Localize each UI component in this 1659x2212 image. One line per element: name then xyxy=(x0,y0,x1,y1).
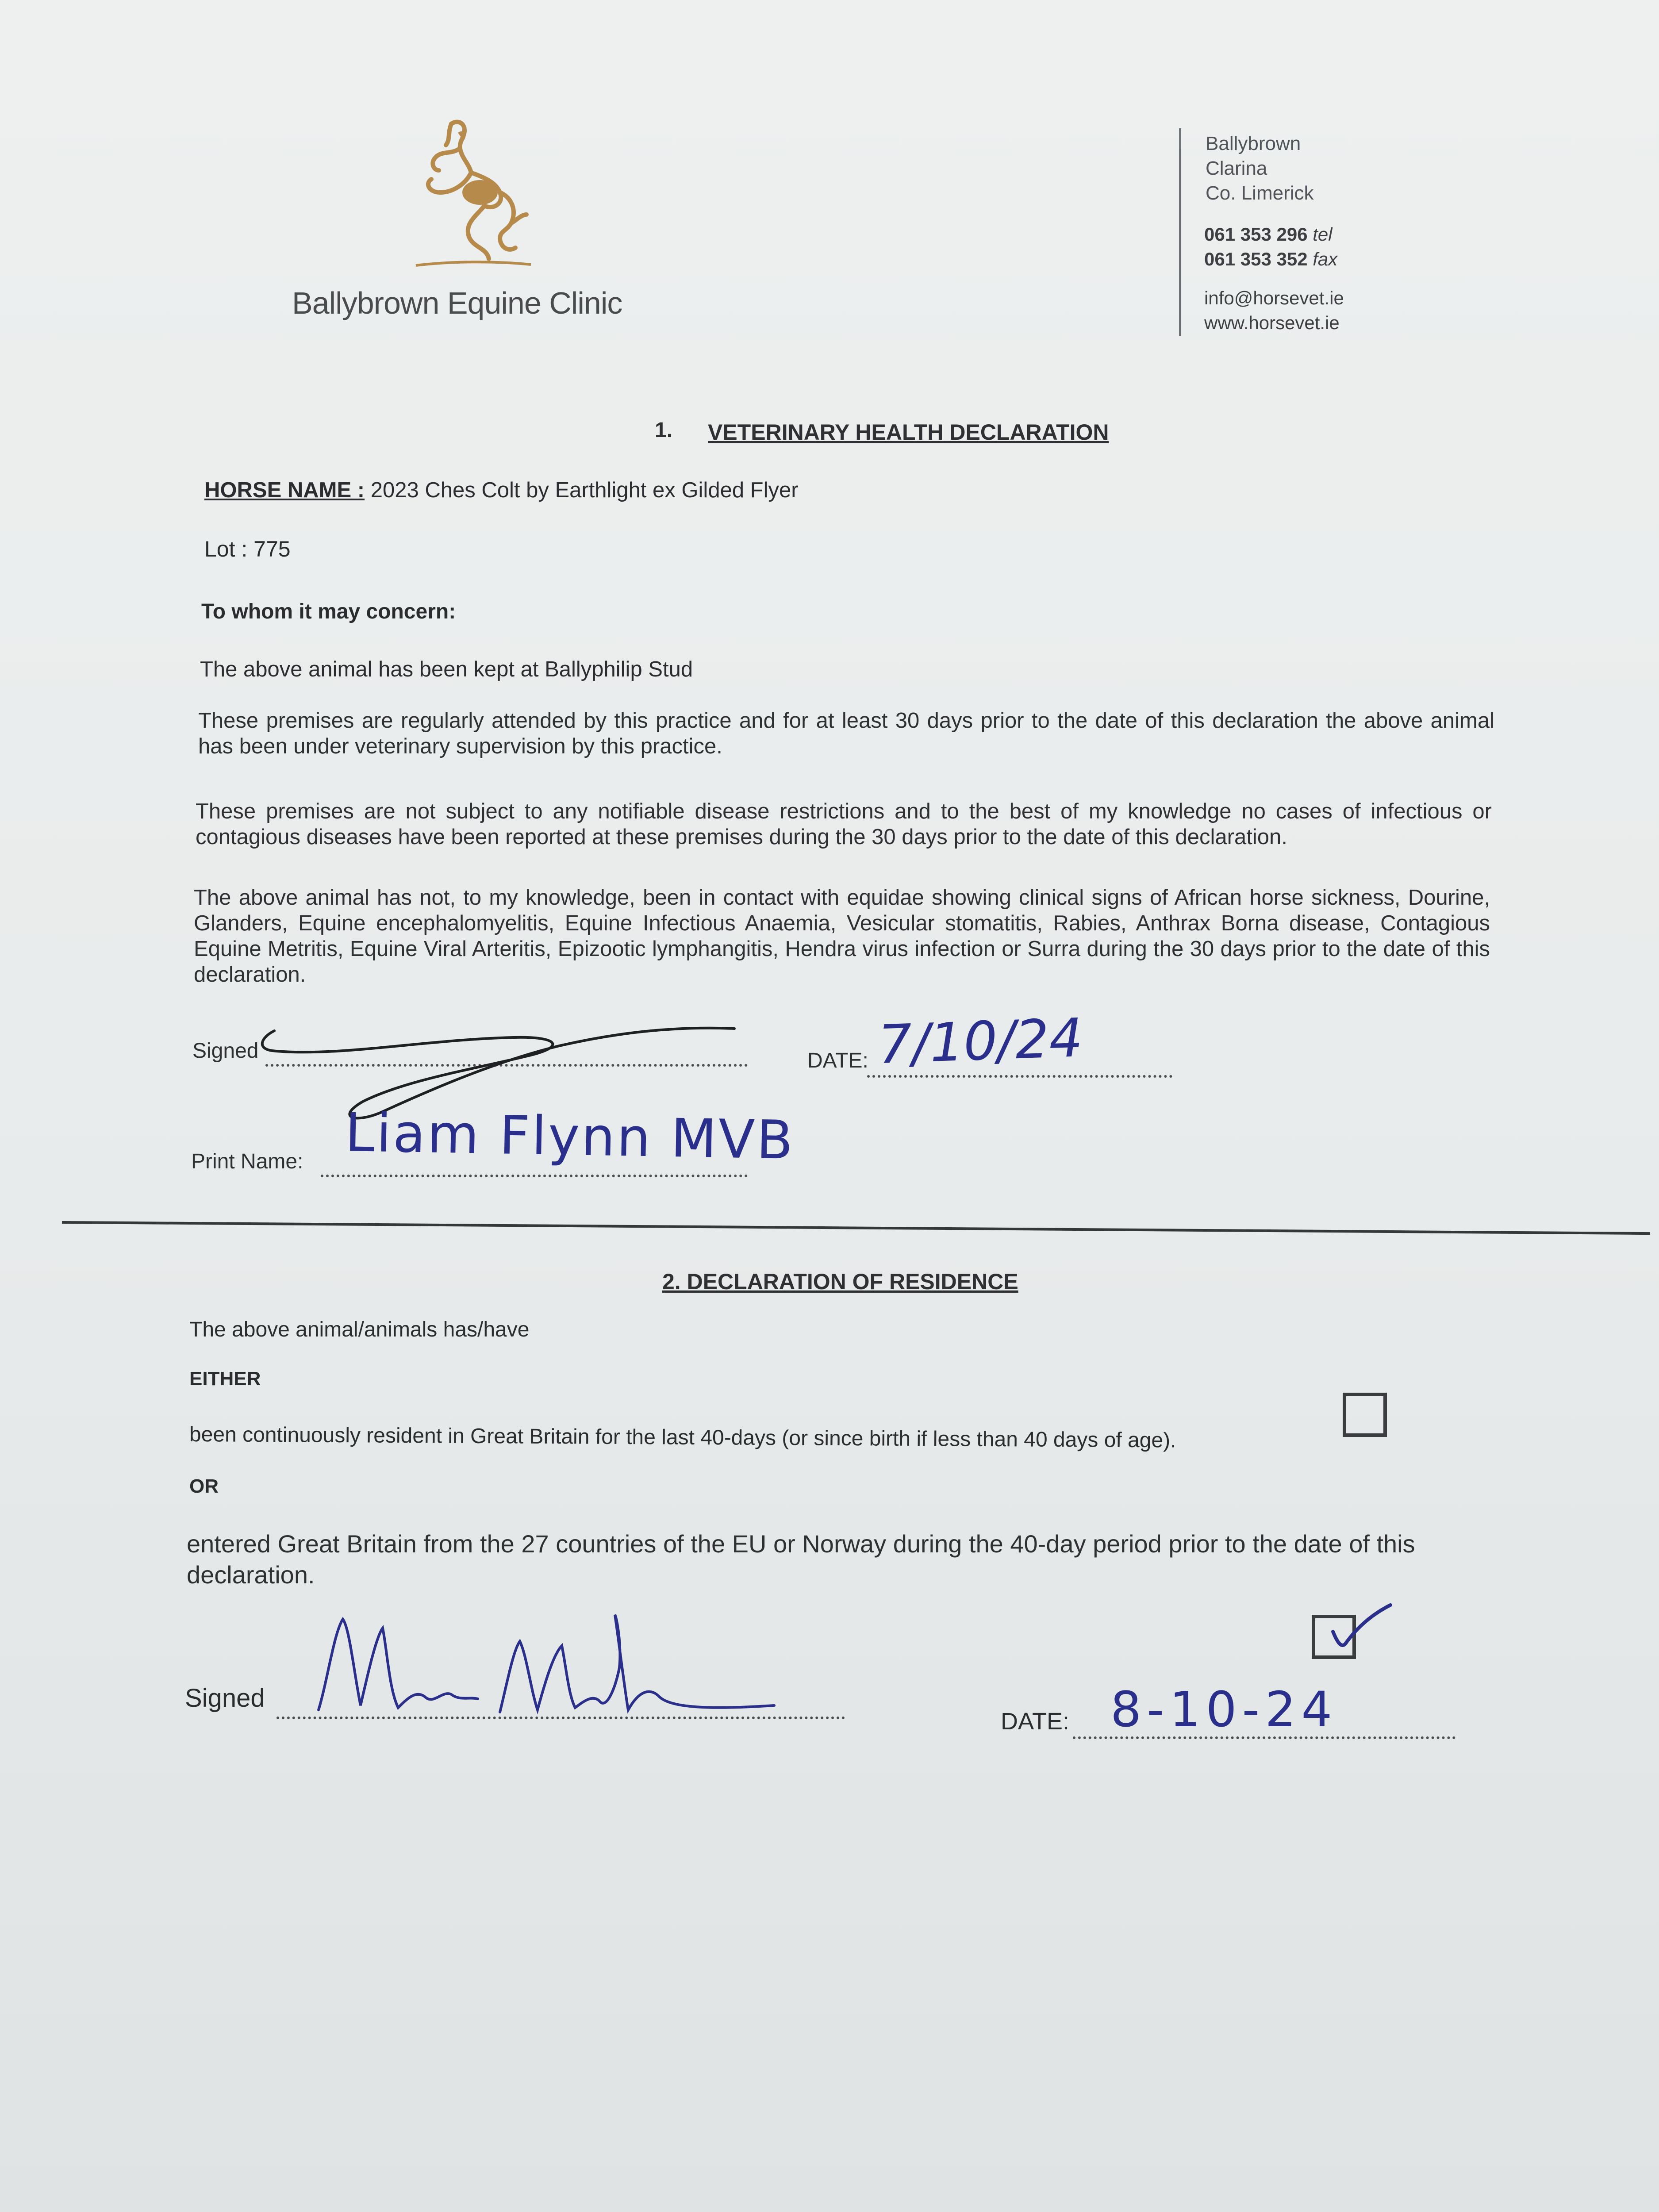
section-1-number: 1. xyxy=(655,419,673,442)
either-label: EITHER xyxy=(189,1368,261,1390)
owner-date-label: DATE: xyxy=(1001,1708,1070,1735)
owner-signed-label: Signed xyxy=(185,1684,265,1713)
print-name-label: Print Name: xyxy=(191,1150,303,1173)
clinic-name: Ballybrown Equine Clinic xyxy=(292,286,622,320)
section-1-title: VETERINARY HEALTH DECLARATION xyxy=(708,420,1109,445)
email: info@horsevet.ie xyxy=(1204,288,1344,308)
horse-name-value: 2023 Ches Colt by Earthlight ex Gilded Flyer xyxy=(370,478,799,502)
rearing-horse-logo-icon xyxy=(398,115,540,274)
tel-label: tel xyxy=(1313,224,1333,245)
tel-number: 061 353 296 xyxy=(1204,224,1308,245)
section-2-title: 2. DECLARATION OF RESIDENCE xyxy=(662,1269,1018,1294)
address-line-1: Ballybrown xyxy=(1206,133,1301,154)
lot-number: Lot : 775 xyxy=(204,537,291,561)
paragraph-no-restrictions: These premises are not subject to any notifiable disease restrictions and to the best of my knowledge no cases of infectious or contagious diseases have been reported at these premises during the 30 days prior to the date of this declaration. xyxy=(196,799,1492,849)
address-line-2: Clarina xyxy=(1206,157,1267,179)
checkmark-icon xyxy=(1320,1601,1408,1667)
website: www.horsevet.ie xyxy=(1204,312,1340,333)
salutation: To whom it may concern: xyxy=(201,600,456,623)
vet-date-value: 7/10/24 xyxy=(877,1007,1084,1076)
paragraph-no-contact: The above animal has not, to my knowledge, been in contact with equidae showing clinical signs of African horse sickness, Dourine, Glanders, Equine encephalomyelitis, Equine Infectious Anaemia, Vesicular stomatitis, Rabies, Anthrax Borna disease, Contagious Equine Metritis, Equine Viral Arteritis, Epizootic lymphangitis, Hendra virus infection or Surra during the 30 days prior to the date of this declaration. xyxy=(194,886,1490,987)
vet-date-line xyxy=(867,1075,1172,1078)
header-divider xyxy=(1179,128,1181,336)
checkbox-icon[interactable] xyxy=(1343,1393,1387,1437)
paragraph-kept-at: The above animal has been kept at Ballyphilip Stud xyxy=(200,657,693,681)
fax-label: fax xyxy=(1313,249,1338,269)
paragraph-supervision: These premises are regularly attended by this practice and for at least 30 days prior to the date of this declaration the above animal has been under veterinary supervision by this practice. xyxy=(198,709,1494,758)
print-name-line xyxy=(321,1175,748,1177)
option-1-text: been continuously resident in Great Britain for the last 40-days (or since birth if less than 40 days of age). xyxy=(189,1423,1176,1452)
vet-date-label: DATE: xyxy=(807,1049,868,1072)
phone-line xyxy=(1204,224,1333,245)
fax-number: 061 353 352 xyxy=(1204,249,1308,269)
horse-name-row xyxy=(204,478,799,503)
fax-line xyxy=(1204,249,1337,270)
option-2-text: entered Great Britain from the 27 countries of the EU or Norway during the 40-day period prior to the date of this declaration. xyxy=(187,1530,1415,1589)
owner-signature-icon xyxy=(310,1601,796,1725)
section-divider xyxy=(62,1221,1650,1235)
vet-signed-label: Signed xyxy=(192,1039,259,1063)
horse-name-label: HORSE NAME : xyxy=(204,478,365,502)
residence-intro: The above animal/animals has/have xyxy=(189,1318,530,1341)
owner-date-value: 8-10-24 xyxy=(1110,1681,1338,1738)
address-line-3: Co. Limerick xyxy=(1206,182,1314,204)
checked-checkbox-icon[interactable] xyxy=(1312,1615,1356,1659)
print-name-value: Liam Flynn MVB xyxy=(344,1102,795,1171)
or-label: OR xyxy=(189,1475,219,1497)
